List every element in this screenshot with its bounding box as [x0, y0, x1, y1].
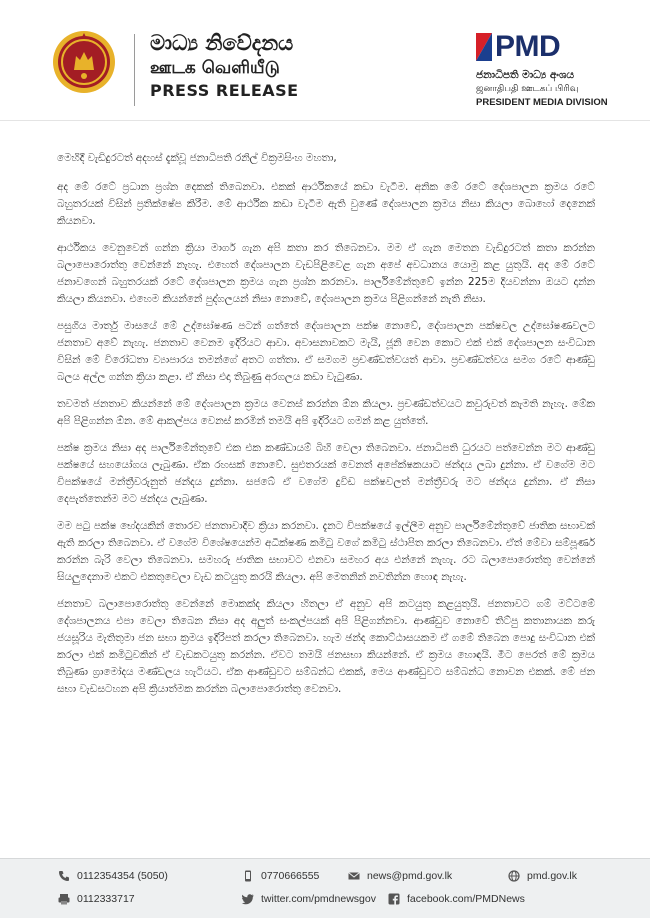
phone-number: 0112354354 (5050) [77, 870, 168, 882]
pmd-name-sinhala: ජනාධිපති මාධ්‍ය අංශය [476, 69, 575, 81]
footer-mobile [242, 870, 319, 882]
footer-website [508, 870, 577, 882]
pmd-logo-text: PMD [495, 30, 561, 63]
press-release-title-block [150, 30, 299, 102]
fax-icon [58, 893, 70, 905]
paragraph-7: ජනතාව බලාපොරොත්තු වෙන්නේ මොකක්ද කියලා හිතලා ඒ අනුව අපි කටයුතු කළයුතුයි. ජනතාවට ගම් මට්ටමේ දේශපාලනය එපා වෙලා තිබෙන නිසා අද අලුත් සංකල්පයක් අපි පිළිගන්නවා. ආණ්ඩුව නොවේ තිට්පු කතානායක කරු ජයසූරිය මැතිතුමා ජන සභා ක්‍රමය ඉදිරිපත් කරලා තිබෙනවා. හැම ඡන්ද කොට්ඨාසයකම ඒ ගමේ තිබෙන පොදු සංවිධාන එක් කරලා එක් කමිටුවකින් ඒ වැඩකටයුතු කරන්න. ඒවට තමයි ජනසභා කියන්නේ. ඒ ක්‍රමය හොඳයි. මීට පෙරත් මේ ක්‍රමය තිබුණා ග්‍රාමෝදය මණ්ඩලය හැටියට. ඒක ආණ්ඩුවට සම්බන්ධ එකක්, මෙය ආණ්ඩුවට සම්බන්ධ නොවන එකක්. මේ ජන සභා වැඩසටහන අපි ක්‍රියාත්මක කරන්න බලාපොරොත්තු වෙනවා. [57, 598, 595, 695]
paragraph-4: තවමත් ජනතාව කියන්නේ මේ දේශපාලන ක්‍රමය වෙනස් කරන්න ඕන කියලා. ප්‍රචණ්ඩත්වයට කවුරුවත් කැමති නැහැ. මේක අපි පිළිගන්න ඕන. මේ ආකල්පය වෙනස් කරමින් තමයි අපි ඉදිරියට ගමන් කළ යුත්තේ. [57, 398, 595, 427]
paragraph-6: මම පටු පක්ෂ භේදයකින් තොරව ජනතාවාදීව ක්‍රියා කරනවා. දැනට විපක්ෂයේ ඉල්ලීම අනුව පාර්ලිමේන්තුවේ ජාතික සභාවක් ඇති කරලා තිබෙනවා. ඒ වගේම විශේෂයෙන්ම අධීක්ෂණ කමිටු වගේ කමිටු ස්ථාපිත කරලා තිබෙනවා. ඒත් මේවා සම්පූර්ණ කරන්න බැරි වෙලා තිබෙනවා. සමහරු ජාතික සභාවට එනවා සමහර අය එන්නේ නැහැ. රට බලාපොරොත්තු වෙන්නේ සියලුදෙනාම එකට එකතුවෙලා වැඩ කටයුතු කරයි කියලා. අපි මෙතනින් නවතින්න හොඳ නැහැ. [57, 520, 595, 583]
twitter-handle[interactable]: twitter.com/pmdnewsgov [261, 893, 376, 905]
footer-fax [58, 893, 135, 905]
footer-phone [58, 870, 168, 882]
contact-footer [0, 858, 650, 918]
header-divider [134, 34, 135, 106]
press-release-body [57, 150, 595, 708]
pmd-logo-block [476, 30, 606, 109]
paragraph-3: පසුගිය මාර්තු මාසයේ මේ උද්ඝෝෂණ පටන් ගත්තේ දේශපාලන පක්ෂ නොවේ, දේශපාලන පක්ෂවල උද්ඝෝෂණවලට ජනතාව අවේ නැහැ. ජනතාව වෙනම ඉදිරියට ආවා. අවාසනාවකට මැයි, ජූනි වෙන කොට එක් එක් දේශපාලන සංවිධාන විසින් මේ විරෝධතා ව්‍යාපාරය තමන්ගේ අතට ගත්තා. ඒ සමගම ප්‍රචණ්ඩත්වයත් ආවා. ප්‍රචණ්ඩත්වය සමග රටේ ආණ්ඩු බලය අල්ල ගන්න ක්‍රියා කළා. ඒ නිසා එදා තිබුණු අරගලය කඩා වැටුණා. [57, 320, 595, 383]
pmd-mark-icon [476, 33, 492, 61]
pmd-name-tamil: ஜனாதிபதி ஊடகப் பிரிவு [476, 84, 579, 94]
title-tamil: ஊடக வெளியீடு [150, 58, 280, 78]
paragraph-1: අද මේ රටේ ප්‍රධාන ප්‍රශ්න දෙකක් තිබෙනවා. එකක් ආර්ථිකයේ කඩා වැටීම. අනික මේ රටේ දේශපාලන ක්‍රමය රටේ බහුතරයක් විසින් ප්‍රතික්ෂේප කිරීම. මේ ආර්ථික කඩා වැටීම ඇති වුණේ දේශපාලන ක්‍රමය නිසා කියලා බොහෝ දෙනෙක් කියනවා. [57, 181, 595, 227]
globe-icon [508, 870, 520, 882]
footer-email [348, 870, 452, 882]
sri-lanka-emblem-icon [52, 30, 116, 94]
pmd-logo [476, 30, 606, 64]
email-address[interactable]: news@pmd.gov.lk [367, 870, 453, 882]
title-sinhala: මාධ්‍ය නිවේදනය [150, 31, 294, 55]
paragraph-2: ආර්ථිකය වෙනුවෙන් ගන්න ක්‍රියා මාර්ග ගැන අපි කතා කර තිබෙනවා. මම ඒ ගැන මෙතන වැඩිදුරටත් කතා කරන්න බලාපොරොත්තු වෙන්නේ නැහැ. එහෙත් දේශපාලන වැඩපිළිවෙළ ගැන අපේ අවධානය යොමු කළ යුතුයි. අද මේ රටේ ජනාවගෙන් බහුතරයක් රටේ දේශපාලන ක්‍රමය ගැන ප්‍රශ්න කරනවා. පාර්ලිමේන්තුවේ ඉන්න 225ම දියවන්නා ඔයට දාන්න කියලා කියනවා. එහෙම කියන්නේ පුද්ගලයන් නිසා නොවේ, දේශපාලන ක්‍රමය පිළිගන්නේ නැති නිසා. [57, 242, 595, 305]
mobile-icon [242, 870, 254, 882]
facebook-icon [388, 893, 400, 905]
website-url[interactable]: pmd.gov.lk [527, 870, 577, 882]
salutation: මෙහිදී වැඩිදුරටත් අදහස් දැක්වූ ජනාධිපති රනිල් වික්‍රමසිංහ මහතා, [57, 152, 337, 164]
mobile-number: 0770666555 [261, 870, 320, 882]
email-icon [348, 870, 360, 882]
twitter-icon [242, 893, 254, 905]
footer-facebook [388, 893, 525, 905]
phone-icon [58, 870, 70, 882]
paragraph-5: පක්ෂ ක්‍රමය නිසා අද පාර්ලිමේන්තුවේ එක එක කණ්ඩායම් බිහි වෙලා තිබෙනවා. ජනාධිපති ධුරයට පත්වෙන්න මට ආණ්ඩු පක්ෂයේ සහයෝගය ලැබුණා. ඒක රහසක් නොවේ. සුළුතරයක් වෙනත් අපේක්ෂකයාට ඡන්දය ලබා දුන්නා. ඒ වගේම මට විපක්ෂයේ මන්ත්‍රීවරුනුත් ඡන්දය දුන්නා. සජබේ ඒ වගේම දුවිඩ පක්ෂවලත් මන්ත්‍රීවරු මට ඡන්දය දුන්නා. ඒ නිසා දෙපැත්තෙන්ම මට ඡන්දය ලැබුණා. [57, 442, 595, 505]
title-english: PRESS RELEASE [150, 81, 299, 100]
pmd-name-english: PRESIDENT MEDIA DIVISION [476, 97, 608, 108]
fax-number: 0112333717 [77, 893, 135, 905]
press-release-header [0, 0, 650, 121]
footer-twitter [242, 893, 376, 905]
facebook-page[interactable]: facebook.com/PMDNews [407, 893, 525, 905]
